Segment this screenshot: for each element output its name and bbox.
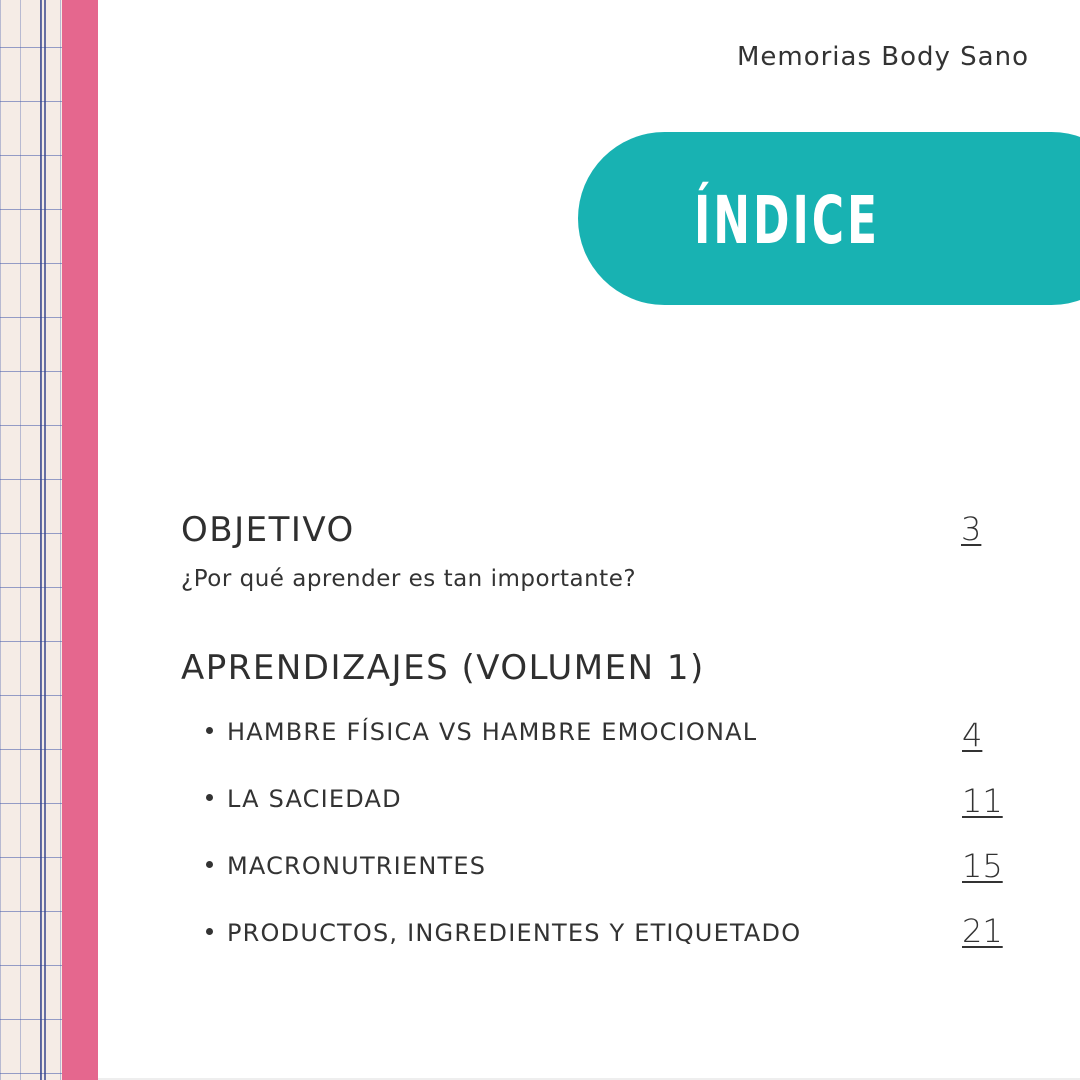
accent-band — [62, 0, 98, 1080]
toc-item — [206, 718, 757, 746]
section-subtitle: ¿Por qué aprender es tan importante? — [181, 566, 637, 592]
toc-item — [206, 919, 801, 947]
section-heading-objetivo: OBJETIVO — [181, 510, 355, 550]
toc-item-page-link[interactable]: 4 — [962, 716, 983, 754]
toc-item-label: PRODUCTOS, INGREDIENTES Y ETIQUETADO — [227, 919, 802, 947]
bullet-icon — [206, 727, 213, 734]
bullet-icon — [206, 794, 213, 801]
toc-item-page-link[interactable]: 15 — [962, 847, 1003, 885]
toc-item-label: HAMBRE FÍSICA VS HAMBRE EMOCIONAL — [227, 718, 758, 746]
toc-item-label: LA SACIEDAD — [227, 785, 402, 813]
graph-paper-strip — [0, 0, 62, 1080]
paper-margin-line — [40, 0, 42, 1080]
page-title: ÍNDICE — [694, 182, 880, 259]
bullet-icon — [206, 861, 213, 868]
section-heading-aprendizajes: APRENDIZAJES (VOLUMEN 1) — [181, 648, 705, 688]
bullet-icon — [206, 928, 213, 935]
toc-item — [206, 852, 486, 880]
page-link-objetivo[interactable]: 3 — [961, 510, 982, 548]
paper-margin-line — [44, 0, 46, 1080]
toc-item-label: MACRONUTRIENTES — [227, 852, 487, 880]
toc-item-page-link[interactable]: 11 — [962, 782, 1003, 820]
toc-item-page-link[interactable]: 21 — [962, 912, 1003, 950]
toc-item — [206, 785, 402, 813]
brand-name: Memorias Body Sano — [736, 42, 1029, 72]
